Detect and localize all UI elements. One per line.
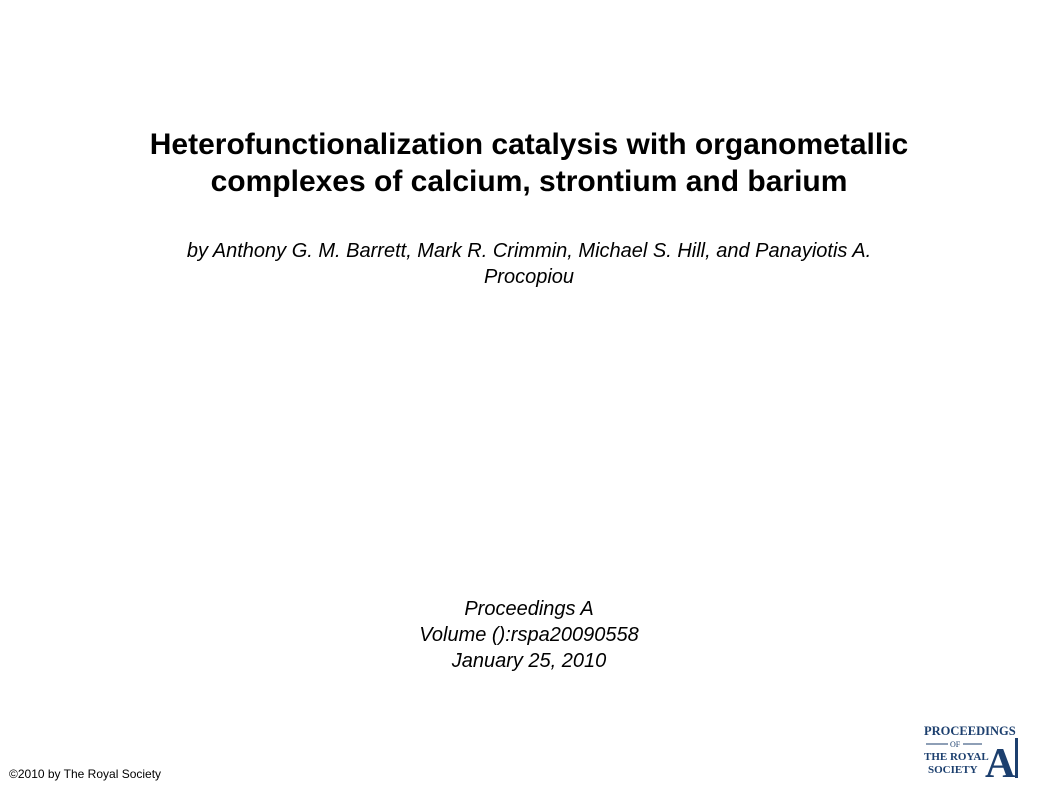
copyright-notice: ©2010 by The Royal Society (9, 767, 162, 781)
logo-society-text: SOCIETY (928, 764, 978, 776)
document-title (60, 126, 998, 200)
author-list (60, 238, 998, 290)
title-line-1: Heterofunctionalization catalysis with organometallic (149, 128, 909, 161)
publication-date: January 25, 2010 (451, 650, 607, 672)
logo-a-letter: A (985, 741, 1016, 780)
authors-line-1: by Anthony G. M. Barrett, Mark R. Crimmin, Michael S. Hill, and Panayiotis A. (186, 240, 872, 262)
authors-line-2: Procopiou (483, 266, 575, 288)
title-line-2: complexes of calcium, strontium and barium (210, 165, 848, 198)
proceedings-a-logo-icon (922, 722, 1022, 780)
logo-proceedings-text: PROCEEDINGS (924, 724, 1016, 738)
journal-name: Proceedings A (464, 598, 594, 620)
logo-side-strip (1015, 738, 1018, 778)
logo-of-text: OF (950, 740, 961, 749)
volume-info: Volume ():rspa20090558 (419, 624, 639, 646)
logo-the-royal-text: THE ROYAL (924, 751, 989, 763)
citation-block (260, 596, 798, 674)
